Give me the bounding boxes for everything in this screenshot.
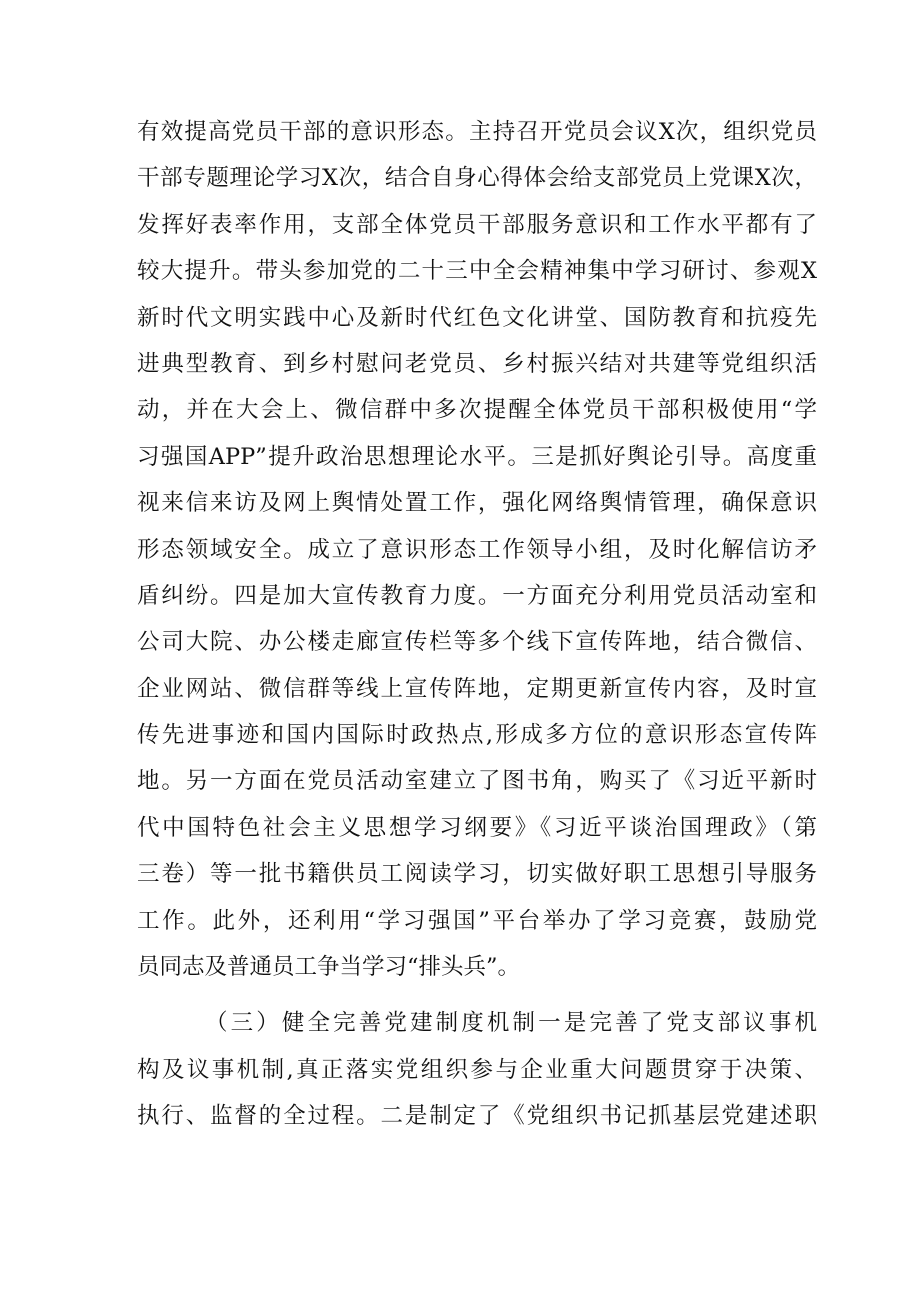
document-body	[137, 109, 817, 1140]
text-line: 形态领域安全。成立了意识形态工作领导小组，及时化解信访矛	[137, 536, 817, 563]
text-line: 构及议事机制,真正落实党组织参与企业重大问题贯穿于决策、	[137, 1056, 817, 1083]
text-line: 员同志及普通员工争当学习“排头兵”。	[137, 954, 521, 981]
paragraph	[137, 1000, 817, 1139]
text-line: 动，并在大会上、微信群中多次提醒全体党员干部积极使用“学	[137, 397, 817, 424]
text-line: （三）健全完善党建制度机制一是完善了党支部议事机	[205, 1010, 817, 1037]
text-line: 视来信来访及网上舆情处置工作，强化网络舆情管理，确保意识	[137, 490, 817, 517]
text-line: 有效提高党员干部的意识形态。主持召开党员会议X次，组织党员	[137, 119, 817, 145]
paragraph-spacer	[137, 990, 817, 1000]
text-line: 执行、监督的全过程。二是制定了《党组织书记抓基层党建述职	[137, 1103, 817, 1130]
text-line: 新时代文明实践中心及新时代红色文化讲堂、国防教育和抗疫先	[137, 304, 817, 331]
paragraph	[137, 109, 817, 990]
text-line: 盾纠纷。四是加大宣传教育力度。一方面充分利用党员活动室和	[137, 582, 817, 609]
text-line: 工作。此外，还利用“学习强国”平台举办了学习竞赛，鼓励党	[137, 907, 817, 934]
text-line: 代中国特色社会主义思想学习纲要》《习近平谈治国理政》（第	[137, 814, 817, 841]
text-line: 地。另一方面在党员活动室建立了图书角，购买了《习近平新时	[137, 768, 817, 795]
text-line: 传先进事迹和国内国际时政热点,形成多方位的意识形态宣传阵	[137, 722, 817, 749]
text-line: 发挥好表率作用，支部全体党员干部服务意识和工作水平都有了	[137, 211, 817, 238]
text-line: 进典型教育、到乡村慰问老党员、乡村振兴结对共建等党组织活	[137, 350, 817, 377]
text-line: 习强国APP”提升政治思想理论水平。三是抓好舆论引导。高度重	[137, 443, 817, 470]
text-line: 三卷）等一批书籍供员工阅读学习，切实做好职工思想引导服务	[137, 861, 817, 888]
text-line: 公司大院、办公楼走廊宣传栏等多个线下宣传阵地，结合微信、	[137, 629, 817, 656]
text-line: 干部专题理论学习X次，结合自身心得体会给支部党员上党课X次，	[137, 165, 817, 192]
text-line: 企业网站、微信群等线上宣传阵地，定期更新宣传内容，及时宣	[137, 675, 817, 702]
text-line: 较大提升。带头参加党的二十三中全会精神集中学习研讨、参观X	[137, 258, 817, 285]
